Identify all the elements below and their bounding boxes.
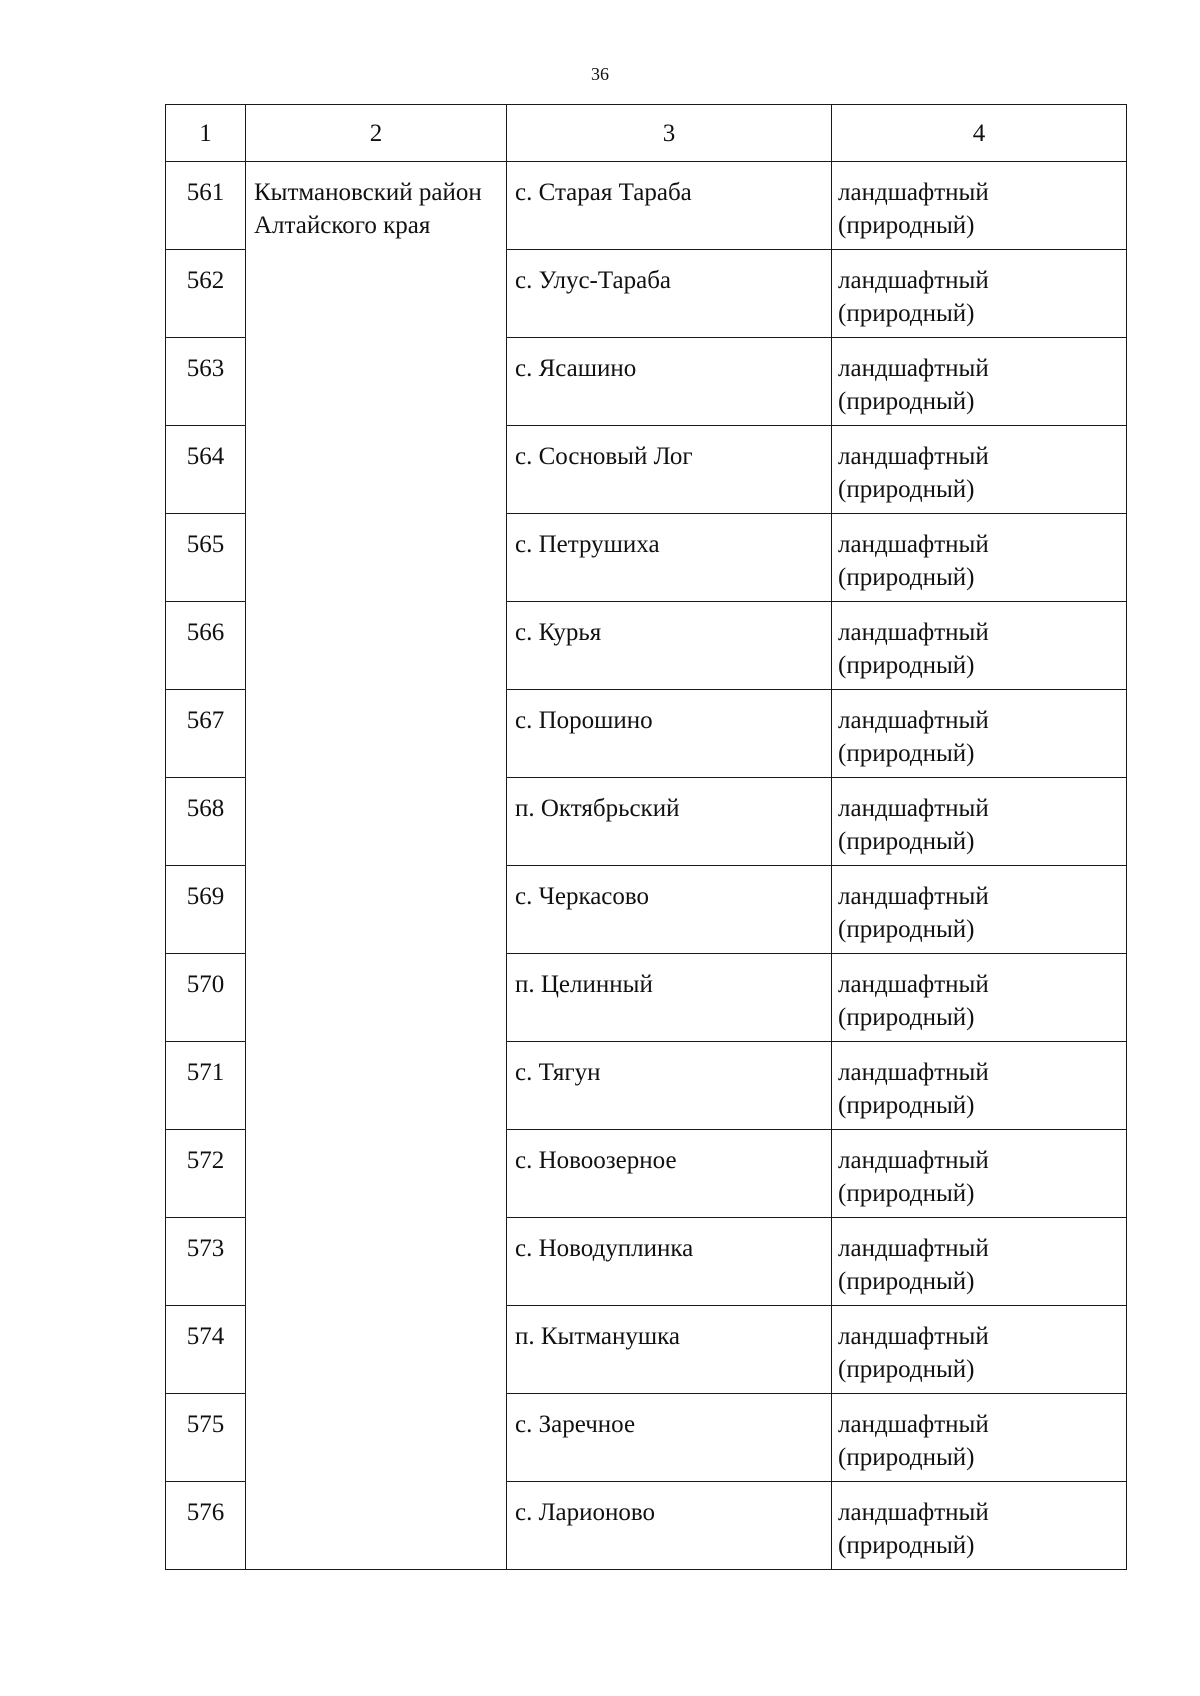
settlement-name: с. Ясашино [507, 338, 832, 426]
row-number: 561 [166, 162, 246, 250]
object-type: ландшафтный (природный) [832, 514, 1127, 602]
row-number: 571 [166, 1042, 246, 1130]
object-type: ландшафтный (природный) [832, 1130, 1127, 1218]
object-type: ландшафтный (природный) [832, 866, 1127, 954]
row-number: 566 [166, 602, 246, 690]
row-number: 575 [166, 1394, 246, 1482]
row-number: 564 [166, 426, 246, 514]
object-type: ландшафтный (природный) [832, 1218, 1127, 1306]
header-col-1: 1 [166, 105, 246, 162]
settlement-name: с. Черкасово [507, 866, 832, 954]
object-type: ландшафтный (природный) [832, 338, 1127, 426]
table-body [166, 162, 1127, 1570]
row-number: 572 [166, 1130, 246, 1218]
object-type: ландшафтный (природный) [832, 1306, 1127, 1394]
settlement-name: с. Тягун [507, 1042, 832, 1130]
settlement-name: с. Заречное [507, 1394, 832, 1482]
row-number: 574 [166, 1306, 246, 1394]
table-header-row [166, 105, 1127, 162]
row-number: 568 [166, 778, 246, 866]
header-col-3: 3 [507, 105, 832, 162]
row-number: 573 [166, 1218, 246, 1306]
settlement-name: с. Сосновый Лог [507, 426, 832, 514]
row-number: 562 [166, 250, 246, 338]
object-type: ландшафтный (природный) [832, 162, 1127, 250]
settlements-table [165, 104, 1127, 1570]
object-type: ландшафтный (природный) [832, 778, 1127, 866]
settlement-name: п. Целинный [507, 954, 832, 1042]
row-number: 563 [166, 338, 246, 426]
settlement-name: с. Улус-Тараба [507, 250, 832, 338]
object-type: ландшафтный (природный) [832, 1042, 1127, 1130]
object-type: ландшафтный (природный) [832, 602, 1127, 690]
settlement-name: с. Старая Тараба [507, 162, 832, 250]
settlement-name: с. Курья [507, 602, 832, 690]
row-number: 565 [166, 514, 246, 602]
settlement-name: с. Новодуплинка [507, 1218, 832, 1306]
settlement-name: с. Ларионово [507, 1482, 832, 1570]
settlement-name: п. Кытманушка [507, 1306, 832, 1394]
header-col-2: 2 [246, 105, 507, 162]
settlement-name: с. Новоозерное [507, 1130, 832, 1218]
object-type: ландшафтный (природный) [832, 250, 1127, 338]
page-number: 36 [591, 64, 609, 84]
table-row [166, 162, 1127, 250]
object-type: ландшафтный (природный) [832, 426, 1127, 514]
district-name: Кытмановский район Алтайского края [246, 162, 507, 1570]
object-type: ландшафтный (природный) [832, 954, 1127, 1042]
object-type: ландшафтный (природный) [832, 690, 1127, 778]
object-type: ландшафтный (природный) [832, 1394, 1127, 1482]
object-type: ландшафтный (природный) [832, 1482, 1127, 1570]
header-col-4: 4 [832, 105, 1127, 162]
settlement-name: п. Октябрьский [507, 778, 832, 866]
row-number: 570 [166, 954, 246, 1042]
row-number: 569 [166, 866, 246, 954]
settlement-name: с. Порошино [507, 690, 832, 778]
row-number: 576 [166, 1482, 246, 1570]
row-number: 567 [166, 690, 246, 778]
settlement-name: с. Петрушиха [507, 514, 832, 602]
